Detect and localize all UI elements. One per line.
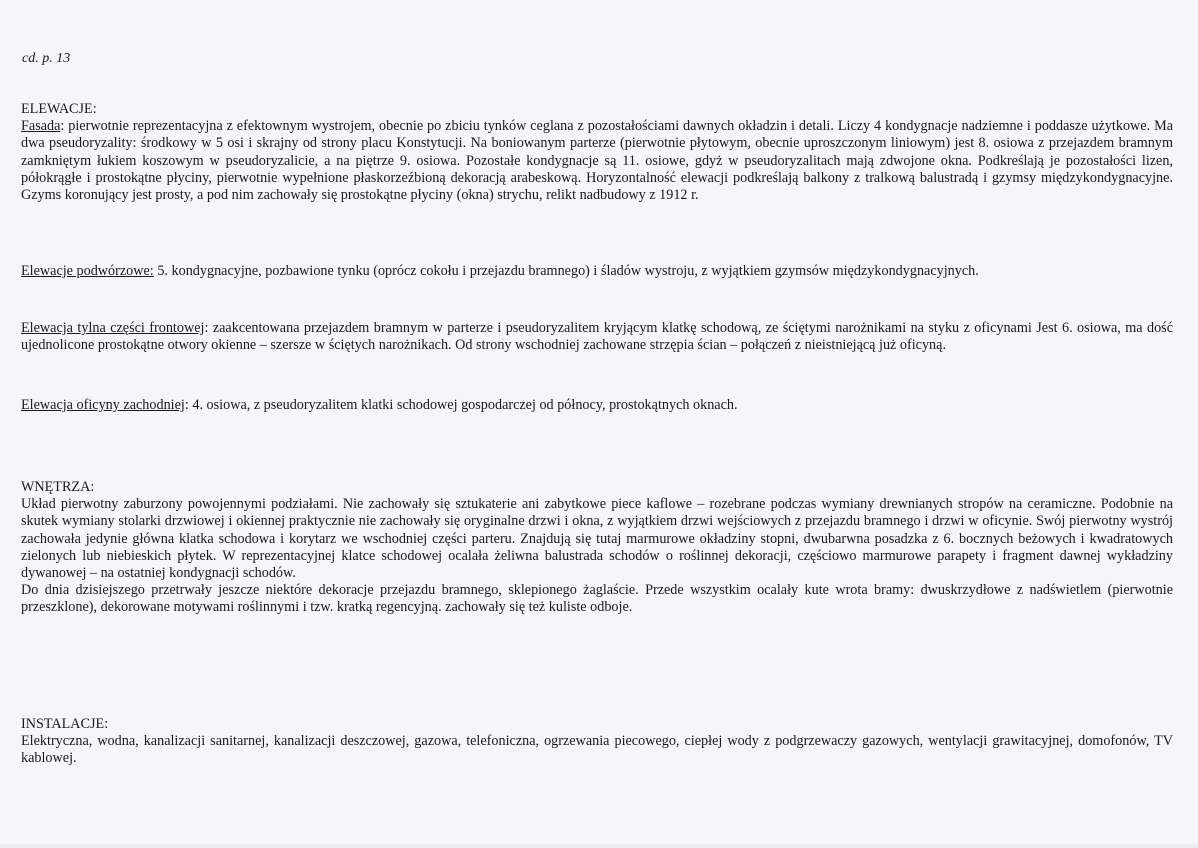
text-fasada: : pierwotnie reprezentacyjna z efektownym wystrojem, obecnie po zbiciu tynków ceglana z pozostałościami dawnych okładzin i detali. Liczy 4 kondygnacje nadziemne i poddasze użytkowe. Ma dwa pseudoryzality: środkowy w 5 osi i skrajny od strony placu Konstytucji. Na boniowanym parterze (pierwotnie płytowym, obecnie uproszczonym liniowym) jest 8. osiowa z przejazdem bramnym zamkniętym łukiem koszowym w pseudoryzalicie, a na piętrze 9. osiowa. Pozostałe kondygnacje są 11. osiowe, gdyż w pseudoryzalitach mają zdwojone okna. Podkreślają je pozostałości lizen, półokrągłe i prostokątne płyciny, pierwotnie wypełnione płaskorzeźbioną dekoracją arabeskową. Horyzontalność elewacji podkreślają balkony z tralkową balustradą i gzymsy międzykondygnacyjne. Gzyms koronujący jest prosty, a pod nim zachowały się prostokątne płyciny (okna) strychu, relikt nadbudowy z 1912 r. [21,118,1173,204]
page-reference: cd. p. 13 [22,51,71,66]
section-elewacje-podworzowe [21,263,1173,280]
paragraph-fasada [21,118,1173,204]
paragraph-tylna [21,320,1173,354]
paragraph-wnetrza-1: Układ pierwotny zaburzony powojennymi podziałami. Nie zachowały się sztukaterie ani zabytkowe piece kaflowe – rozebrane podczas wymiany drewnianych stropów na ceramiczne. Podobnie na skutek wymiany stolarki drzwiowej i okiennej praktycznie nie zachowały się oryginalne drzwi i okna, z wyjątkiem drzwi wejściowych z przejazdu bramnego i drzwi w oficynie. Swój pierwotny wystrój zachowała jedynie główna klatka schodowa i korytarz we wschodniej części parteru. Znajdują się tutaj marmurowe okładziny stopni, dwubarwna posadzka z 6. bocznych beżowych i kwadratowych zielonych lub niebieskich płytek. W reprezentacyjnej klatce schodowej ocalała żeliwna balustrada schodów o roślinnej dekoracji, częściowo marmurowe parapety i fragment dawnej wykładziny dywanowej – na ostatniej kondygnacji schodów. [21,496,1173,582]
label-fasada: Fasada [21,118,61,135]
section-heading-instalacje: INSTALACJE: [21,716,109,732]
section-heading-wnetrza: WNĘTRZA: [21,479,95,495]
paragraph-wnetrza-2: Do dnia dzisiejszego przetrwały jeszcze niektóre dekoracje przejazdu bramnego, sklepionego żaglaście. Przede wszystkim ocalały kute wrota bramy: dwuskrzydłowe z nadświetlem (pierwotnie przeszklone), dekorowane motywami roślinnymi i tzw. kratką regencyjną. zachowały się też kuliste odboje. [21,582,1173,616]
paragraph-instalacje: Elektryczna, wodna, kanalizacji sanitarnej, kanalizacji deszczowej, gazowa, telefoniczna, ogrzewania piecowego, ciepłej wody z podgrzewaczy gazowych, wentylacji grawitacyjnej, domofonów, TV kablowej. [21,733,1173,767]
text-oficyna: : 4. osiowa, z pseudoryzalitem klatki schodowej gospodarczej od północy, prostokątnych oknach. [184,397,738,413]
label-tylna: Elewacja tylna części frontowej [21,320,205,336]
section-elewacja-oficyny [21,397,1173,414]
text-tylna: : zaakcentowana przejazdem bramnym w parterze i pseudoryzalitem kryjącym klatkę schodową, ze ściętymi narożnikami na styku z oficynami Jest 6. osiowa, ma dość ujednolicone prostokątne otwory okienne – szersze w ściętych narożnikach. Od strony wschodniej zachowane strzępia ścian – połączeń z nieistniejącą już oficyną. [21,320,1173,354]
section-instalacje [21,716,1173,768]
section-wnetrza [21,479,1173,617]
label-oficyna: Elewacja oficyny zachodniej [21,397,185,413]
label-podworzowe: Elewacje podwórzowe: [21,263,154,279]
text-podworzowe: 5. kondygnacyjne, pozbawione tynku (oprócz cokołu i przejazdu bramnego) i śladów wystroju, z wyjątkiem gzymsów międzykondygnacyjnych. [153,263,979,279]
section-elewacje [21,101,1173,204]
paragraph-oficyna [21,397,1173,414]
section-elewacja-tylna [21,320,1173,354]
section-heading-elewacje: ELEWACJE: [21,101,97,117]
paragraph-podworzowe [21,263,1173,280]
